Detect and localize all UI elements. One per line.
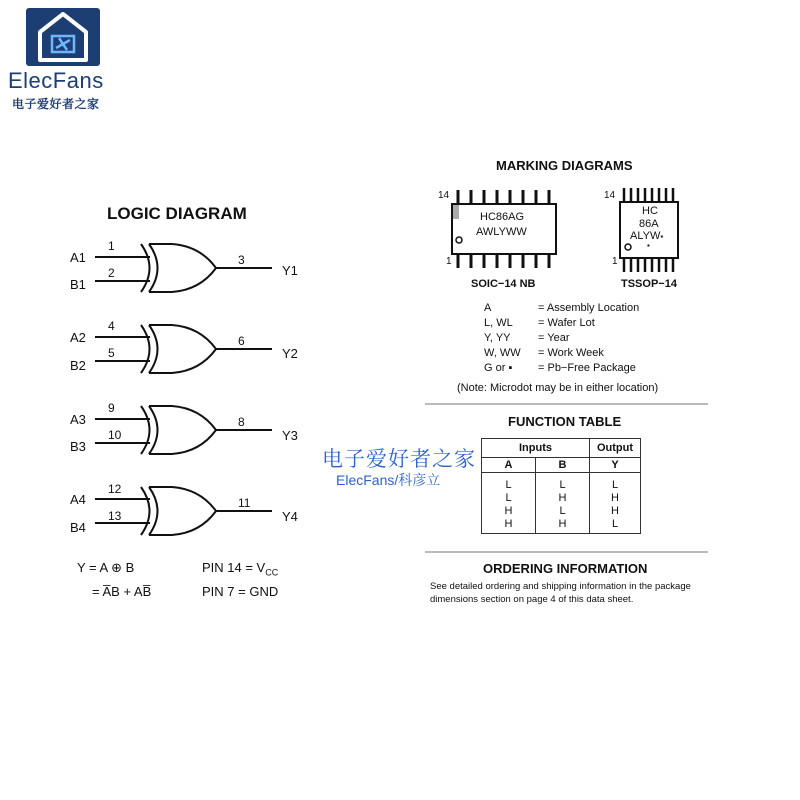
microdot-icon: ▪ — [660, 232, 664, 241]
marking-diagrams-title: MARKING DIAGRAMS — [496, 158, 633, 173]
pin-number: 9 — [108, 401, 115, 415]
legend-desc: = Work Week — [538, 347, 604, 359]
input-label-a2: A2 — [70, 330, 86, 345]
watermark-chinese: 电子爱好者之家 — [322, 448, 476, 471]
legend-code: G or ▪ — [484, 362, 513, 374]
section-divider — [425, 403, 708, 405]
column-header-a: A — [482, 458, 536, 473]
table-cell: L — [590, 518, 641, 534]
pin14-label: PIN $14 = V_{CC}$ — [202, 560, 279, 578]
legend-code: Y, YY — [484, 332, 511, 344]
brand-name: ElecFans — [8, 68, 104, 93]
table-cell: H — [536, 492, 590, 505]
column-header-b: B — [536, 458, 590, 473]
legend-desc: = Year — [538, 332, 570, 344]
table-cell: L — [482, 473, 536, 493]
pin-number: 2 — [108, 266, 115, 280]
pin7-label: PIN 7 = GND — [202, 584, 279, 599]
table-row — [482, 518, 641, 534]
input-label-a1: A1 — [70, 250, 86, 265]
pin-number: 4 — [108, 319, 115, 333]
table-cell: L — [590, 473, 641, 493]
brand-chinese-name: 电子爱好者之家 — [12, 97, 100, 111]
table-cell: L — [536, 505, 590, 518]
output-label-y3: Y3 — [282, 428, 298, 443]
xor-gate-3 — [95, 406, 272, 454]
pin-number: 6 — [238, 334, 245, 348]
legend-code: L, WL — [484, 317, 513, 329]
input-label-b3: B3 — [70, 439, 86, 454]
xor-expanded-equation: = A̅B + AB̅ — [92, 584, 152, 599]
output-label-y2: Y2 — [282, 346, 298, 361]
table-cell: H — [482, 518, 536, 534]
table-cell: H — [536, 518, 590, 534]
input-label-b2: B2 — [70, 358, 86, 373]
inputs-header: Inputs — [482, 439, 590, 458]
soic-pin14-label: 14 — [438, 190, 450, 201]
pin-number: 3 — [238, 253, 245, 267]
column-header-y: Y — [590, 458, 641, 473]
tssop-pin14-label: 14 — [604, 190, 616, 201]
legend-desc: = Assembly Location — [538, 302, 640, 314]
logic-diagram — [0, 0, 420, 620]
legend-code: W, WW — [484, 347, 521, 359]
ordering-information-title: ORDERING INFORMATION — [483, 561, 648, 576]
xor-gate-4 — [95, 487, 272, 535]
pin-number: 12 — [108, 482, 122, 496]
tssop-marking-line3: ALYW▪ — [630, 230, 664, 242]
legend-desc: = Pb−Free Package — [538, 362, 636, 374]
table-cell: H — [482, 505, 536, 518]
function-table — [481, 438, 641, 534]
pin-number: 8 — [238, 415, 245, 429]
legend-desc: = Wafer Lot — [538, 317, 595, 329]
legend-code: A — [484, 302, 492, 314]
table-cell: L — [482, 492, 536, 505]
tssop-package-name: TSSOP−14 — [621, 278, 677, 290]
input-label-a4: A4 — [70, 492, 86, 507]
tssop-pin1-label: 1 — [612, 256, 618, 267]
output-label-y4: Y4 — [282, 509, 298, 524]
function-table-title: FUNCTION TABLE — [508, 414, 622, 429]
microdot-icon: ▪ — [647, 241, 650, 250]
input-label-b1: B1 — [70, 277, 86, 292]
watermark-english: ElecFans/科彦立 — [336, 472, 441, 488]
soic-marking-line1: HC86AG — [480, 211, 525, 223]
soic-pin1-label: 1 — [446, 256, 452, 267]
xor-gate-1 — [95, 244, 272, 292]
table-row — [482, 505, 641, 518]
table-row — [482, 473, 641, 493]
output-label-y1: Y1 — [282, 263, 298, 278]
input-label-a3: A3 — [70, 412, 86, 427]
soic-package-name: SOIC−14 NB — [471, 278, 536, 290]
table-cell: L — [536, 473, 590, 493]
xor-gate-2 — [95, 325, 272, 373]
pin-number: 11 — [238, 496, 251, 510]
output-header: Output — [590, 439, 641, 458]
ordering-information-text: See detailed ordering and shipping information in the package dimensions section on page 4 of this data sheet. — [430, 581, 691, 605]
pin-number: 5 — [108, 346, 115, 360]
pin-number: 10 — [108, 428, 122, 442]
tssop-marking-line1: HC — [642, 205, 658, 217]
table-cell: H — [590, 505, 641, 518]
table-row — [482, 492, 641, 505]
microdot-note: (Note: Microdot may be in either location) — [457, 382, 659, 394]
xor-equation: Y = A ⊕ B — [77, 560, 135, 575]
table-cell: H — [590, 492, 641, 505]
pin-number: 1 — [108, 239, 115, 253]
logic-diagram-title: LOGIC DIAGRAM — [107, 204, 247, 223]
section-divider — [425, 551, 708, 553]
tssop-marking-line2: 86A — [639, 218, 659, 230]
input-label-b4: B4 — [70, 520, 86, 535]
pin-number: 13 — [108, 509, 122, 523]
soic-marking-line2: AWLYWW — [476, 226, 527, 238]
